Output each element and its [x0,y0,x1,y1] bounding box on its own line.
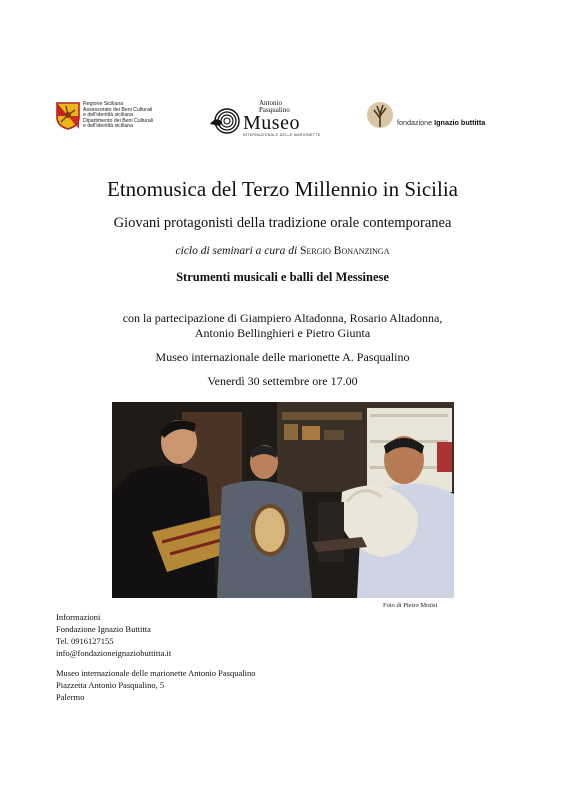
museo-pasqualino-logo [210,99,321,137]
contact-info [56,611,171,659]
musicians-photo [112,402,454,598]
participants-line-1: con la partecipazione di Giampiero Altadonna, Rosario Altadonna, [122,311,443,325]
museo-top-text: Antonio Pasqualino [259,99,290,114]
venue-address [56,667,255,703]
address-city: Palermo [56,692,85,702]
seminar-topic: Strumenti musicali e balli del Messinese [176,270,389,284]
regione-siciliana-logo [56,102,163,130]
fondazione-prefix: fondazione [397,118,435,127]
venue: Museo internazionale delle marionette A. Pasqualino [155,350,410,364]
participants [0,311,565,341]
fondazione-name: Ignazio buttitta [434,118,486,127]
museo-wordmark [243,99,321,137]
museo-name: Museo [243,112,300,134]
info-heading: Informazioni [56,612,101,622]
curator-name: Sergio Bonanzinga [300,245,390,257]
address-name: Museo internazionale delle marionette Antonio Pasqualino [56,668,256,678]
event-date: Venerdì 30 settembre ore 17.00 [207,374,358,388]
trinacria-shield-icon [56,102,80,130]
logo-bar [0,100,565,145]
address-street: Piazzetta Antonio Pasqualino, 5 [56,680,165,690]
info-organization: Fondazione Ignazio Buttitta [56,624,151,634]
page-subtitle: Giovani protagonisti della tradizione orale contemporanea [113,215,452,231]
museo-subtitle: INTERNAZIONALE DELLE MARIONETTE [243,133,321,137]
fondazione-buttitta-logo [366,100,485,130]
page-title: Etnomusica del Terzo Millennio in Sicilia [107,177,458,201]
regione-siciliana-text: Regione Siciliana Assessorato dei Beni Culturali e dell'identità siciliana Dipartimento dei Beni Culturali e dell'identità siciliana [83,101,154,130]
info-phone: Tel. 0916127155 [56,636,114,646]
info-email: info@fondazioneignaziobuttitta.it [56,648,172,658]
cycle-prefix: ciclo di seminari a cura di [175,245,298,257]
photo-credit: Foto di Pietro Motisi [383,602,438,609]
seminar-cycle-line [0,245,565,257]
tree-icon [366,100,394,130]
fondazione-label [397,118,485,127]
participants-line-2: Antonio Bellinghieri e Pietro Giunta [194,326,371,340]
spiral-icon [210,106,242,134]
